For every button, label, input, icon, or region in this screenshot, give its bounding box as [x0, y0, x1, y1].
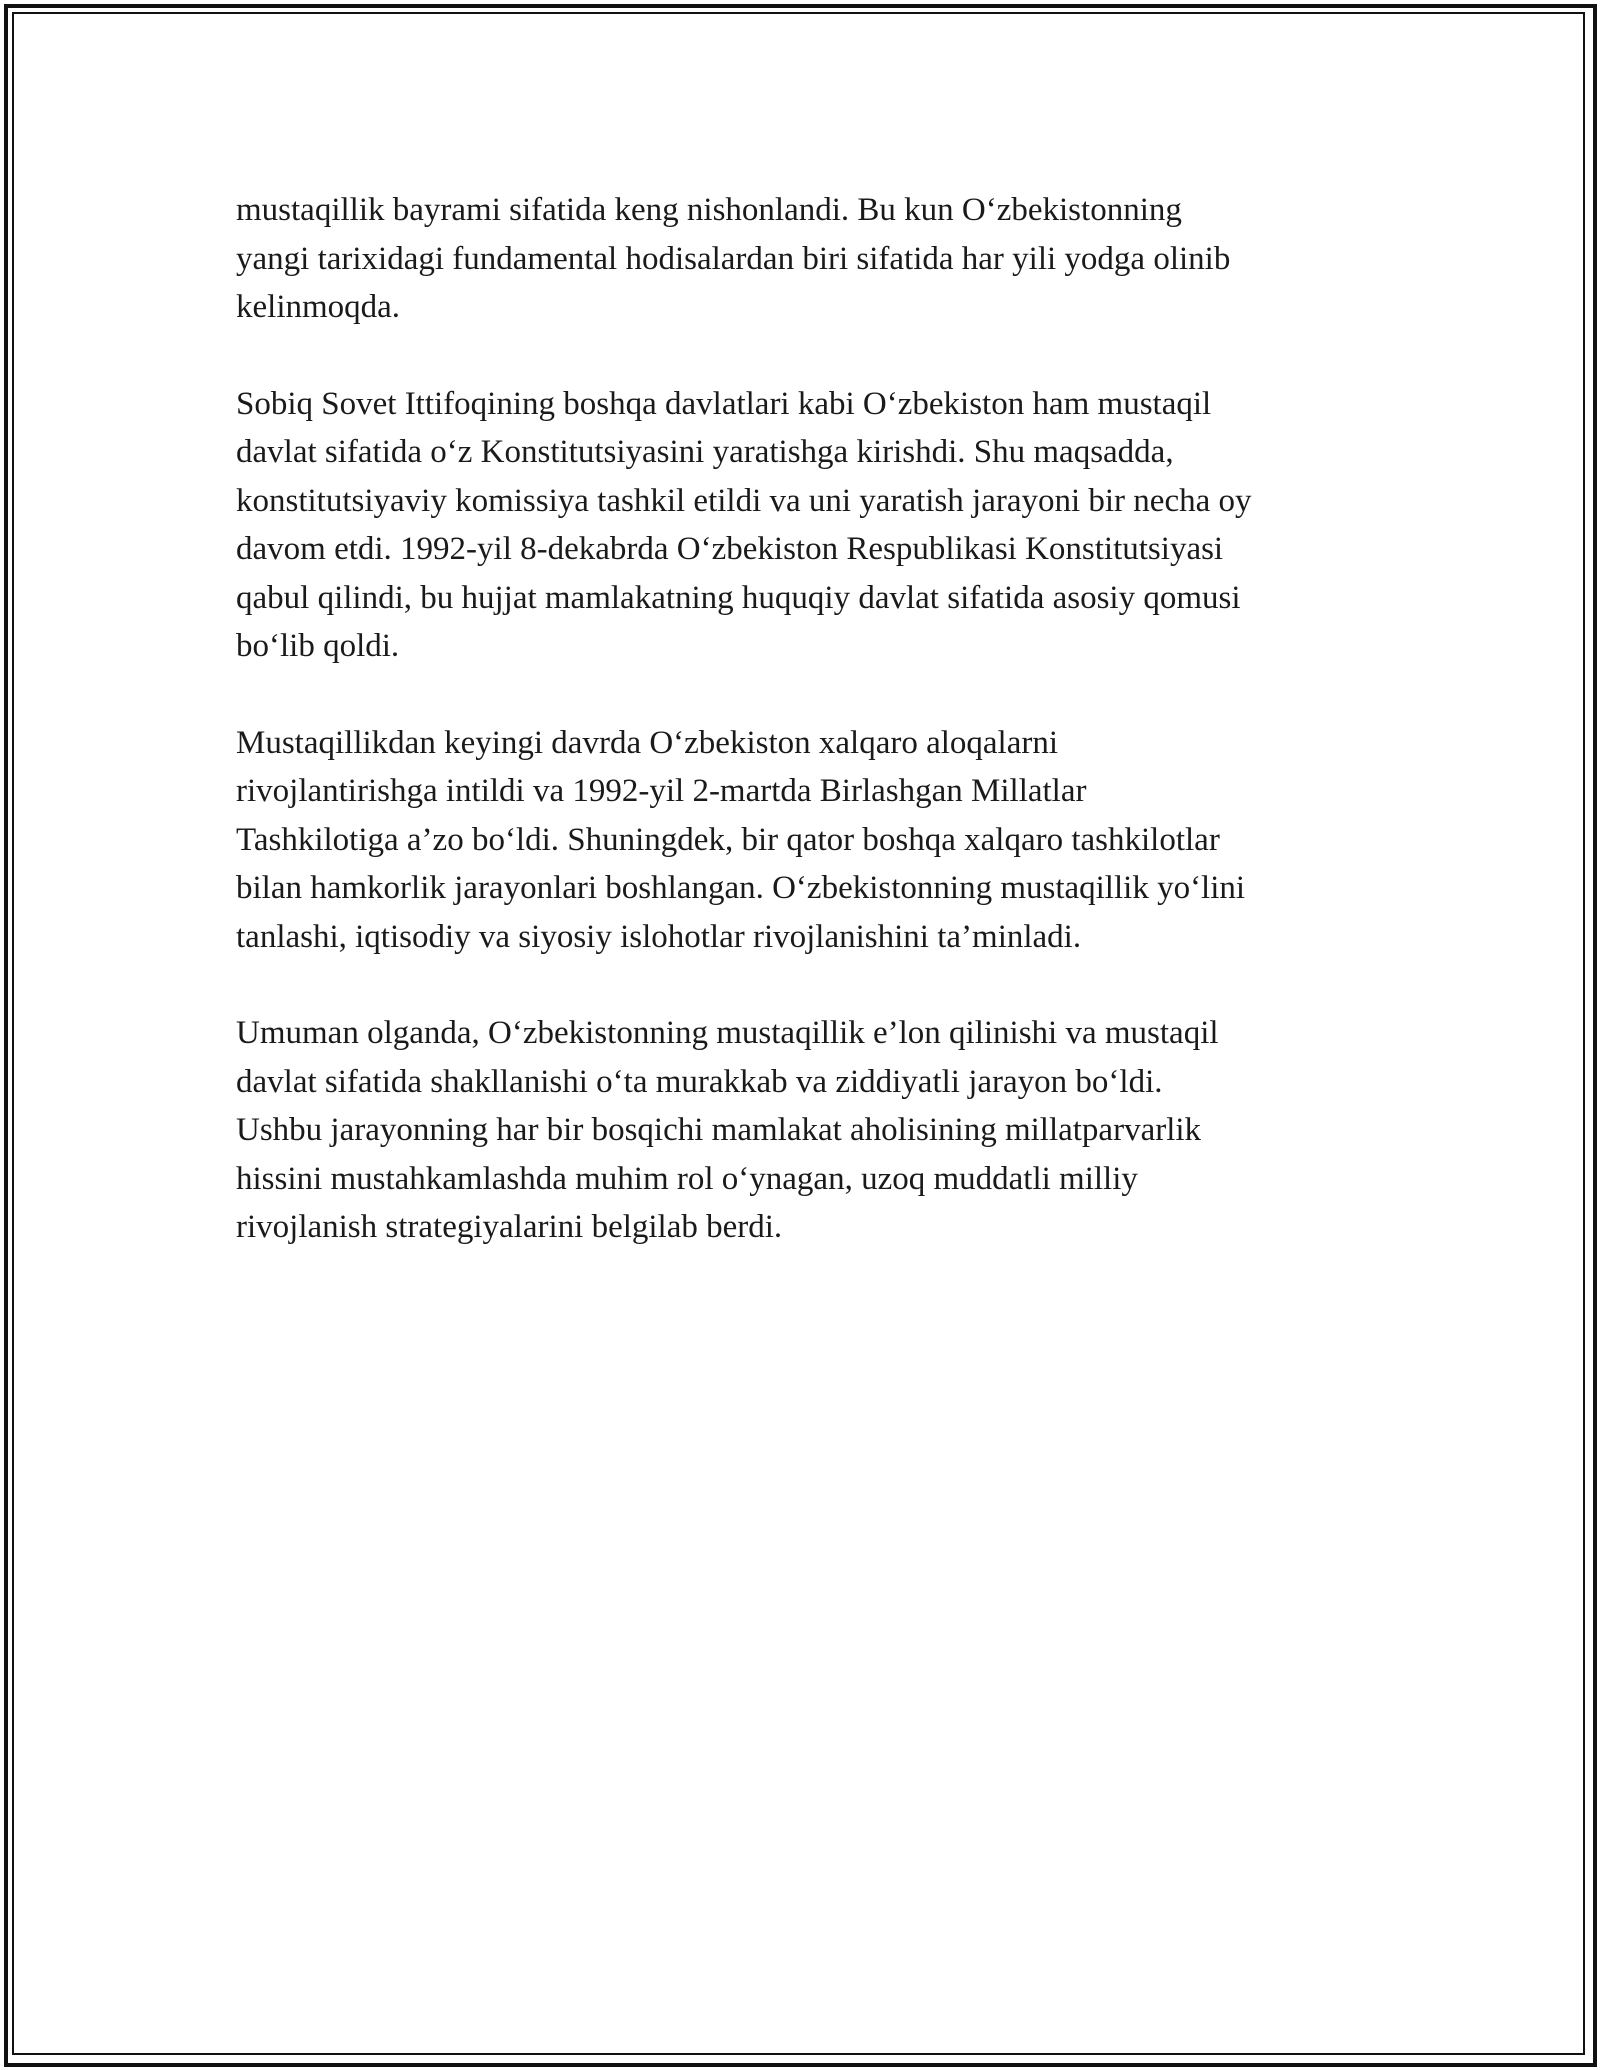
paragraph-2	[236, 380, 1376, 671]
text-line: mustaqillik bayrami sifatida keng nishonlandi. Bu kun O‘zbekistonning	[236, 192, 1182, 228]
text-line: Tashkilotiga a’zo bo‘ldi. Shuningdek, bir qator boshqa xalqaro tashkilotlar	[236, 821, 1220, 858]
document-body	[236, 186, 1376, 1300]
paragraph-3	[236, 719, 1376, 962]
text-line: Mustaqillikdan keyingi davrda O‘zbekiston xalqaro aloqalarni	[236, 724, 1059, 761]
text-line: rivojlantirishga intildi va 1992-yil 2-martda Birlashgan Millatlar	[236, 773, 1087, 809]
text-line: qabul qilindi, bu hujjat mamlakatning huquqiy davlat sifatida asosiy qomusi	[236, 579, 1241, 616]
text-line: davom etdi. 1992-yil 8-dekabrda O‘zbekiston Respublikasi Konstitutsiyasi	[236, 531, 1224, 567]
text-line: kelinmoqda.	[236, 289, 401, 325]
paragraph-1	[236, 186, 1376, 332]
paragraph-4	[236, 1009, 1376, 1252]
text-line: davlat sifatida o‘z Konstitutsiyasini yaratishga kirishdi. Shu maqsadda,	[236, 434, 1174, 470]
text-line: bo‘lib qoldi.	[236, 628, 400, 664]
text-line: hissini mustahkamlashda muhim rol o‘ynagan, uzoq muddatli milliy	[236, 1160, 1138, 1197]
text-line: konstitutsiyaviy komissiya tashkil etildi va uni yaratish jarayoni bir necha oy	[236, 482, 1252, 519]
text-line: Umuman olganda, O‘zbekistonning mustaqillik e’lon qilinishi va mustaqil	[236, 1015, 1219, 1051]
text-line: rivojlanish strategiyalarini belgilab berdi.	[236, 1209, 783, 1245]
text-line: Sobiq Sovet Ittifoqining boshqa davlatlari kabi O‘zbekiston ham mustaqil	[236, 385, 1212, 422]
text-line: Ushbu jarayonning har bir bosqichi mamlakat aholisining millatparvarlik	[236, 1112, 1202, 1148]
text-line: yangi tarixidagi fundamental hodisalardan biri sifatida har yili yodga olinib	[236, 240, 1231, 277]
text-line: tanlashi, iqtisodiy va siyosiy islohotlar rivojlanishini ta’minladi.	[236, 918, 1082, 955]
text-line: bilan hamkorlik jarayonlari boshlangan. O‘zbekistonning mustaqillik yo‘lini	[236, 870, 1246, 906]
text-line: davlat sifatida shakllanishi o‘ta murakkab va ziddiyatli jarayon bo‘ldi.	[236, 1063, 1163, 1100]
